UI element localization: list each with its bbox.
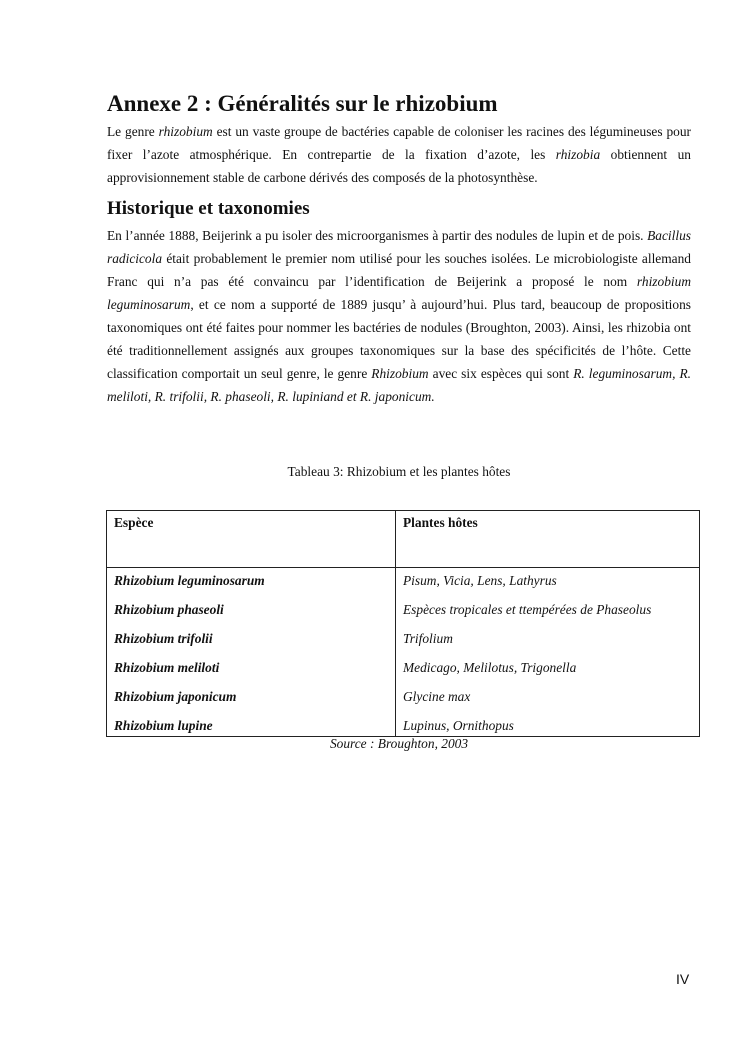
intro-italic-2: rhizobia (555, 147, 601, 162)
host-cell: Medicago, Melilotus, Trigonella (396, 653, 700, 682)
rhizobium-host-table (106, 510, 700, 737)
table-row (107, 624, 700, 653)
host-cell: Lupinus, Ornithopus (396, 711, 700, 737)
table-row (107, 711, 700, 737)
table-caption: Tableau 3: Rhizobium et les plantes hôtes (287, 464, 511, 479)
history-text-4: avec six espèces qui sont (428, 366, 574, 381)
species-cell: Rhizobium meliloti (107, 653, 396, 682)
species-cell: Rhizobium lupine (107, 711, 396, 737)
species-cell: Rhizobium trifolii (107, 624, 396, 653)
table-row (107, 653, 700, 682)
history-text-1: En l’année 1888, Beijerink a pu isoler des microorganismes à partir des nodules de lupin et de pois. (107, 228, 648, 243)
section-title: Historique et taxonomies (107, 198, 310, 219)
table-header-row (107, 511, 700, 568)
page-number: IV (676, 971, 690, 987)
table-row (107, 682, 700, 711)
history-italic-1: Bacillus radicicola (107, 228, 691, 266)
host-cell: Espèces tropicales et ttempérées de Phaseolus (396, 595, 700, 624)
species-cell: Rhizobium leguminosarum (107, 568, 396, 596)
history-italic-3: Rhizobium (371, 366, 429, 381)
intro-paragraph (107, 120, 691, 189)
history-text-2: était probablement le premier nom utilisé pour les souches isolées. Le microbiologiste allemand Franc qui n’a pas été convaincu par l’identification de Beijerink a proposé le nom (107, 251, 691, 289)
intro-italic-1: rhizobium (158, 124, 213, 139)
table-row (107, 595, 700, 624)
host-cell: Pisum, Vicia, Lens, Lathyrus (396, 568, 700, 596)
species-cell: Rhizobium japonicum (107, 682, 396, 711)
table-row (107, 568, 700, 596)
species-cell: Rhizobium phaseoli (107, 595, 396, 624)
table-source: Source : Broughton, 2003 (329, 736, 469, 751)
header-host-plants: Plantes hôtes (396, 511, 700, 568)
history-italic-2: rhizobium leguminosarum (107, 274, 691, 312)
annex-heading: Annexe 2 : Généralités sur le rhizobium (107, 91, 498, 116)
history-paragraph (107, 224, 691, 408)
intro-text-3: obtiennent un approvisionnement stable de carbone dérivés des composés de la photosynthèse. (107, 147, 691, 185)
history-italic-4: R. leguminosarum, R. meliloti, R. trifolii, R. phaseoli, R. lupiniand et R. japonicum. (107, 366, 692, 404)
host-cell: Glycine max (396, 682, 700, 711)
history-text-3: , et ce nom a supporté de 1889 jusqu’ à aujourd’hui. Plus tard, beaucoup de propositions taxonomiques ont été faites pour nommer les bactéries de nodules (Broughton, 2003). Ainsi, les rhizobia ont été traditionnellement assignés aux groupes taxonomiques sur la base des spécificités de l’hôte. Cette classification comportait un seul genre, le genre (107, 297, 691, 381)
host-cell: Trifolium (396, 624, 700, 653)
header-species: Espèce (107, 511, 396, 568)
intro-text-1: Le genre (107, 124, 159, 139)
intro-text-2: est un vaste groupe de bactéries capable de coloniser les racines des légumineuses pour fixer l’azote atmosphérique. En contrepartie de la fixation d’azote, les (107, 124, 691, 162)
